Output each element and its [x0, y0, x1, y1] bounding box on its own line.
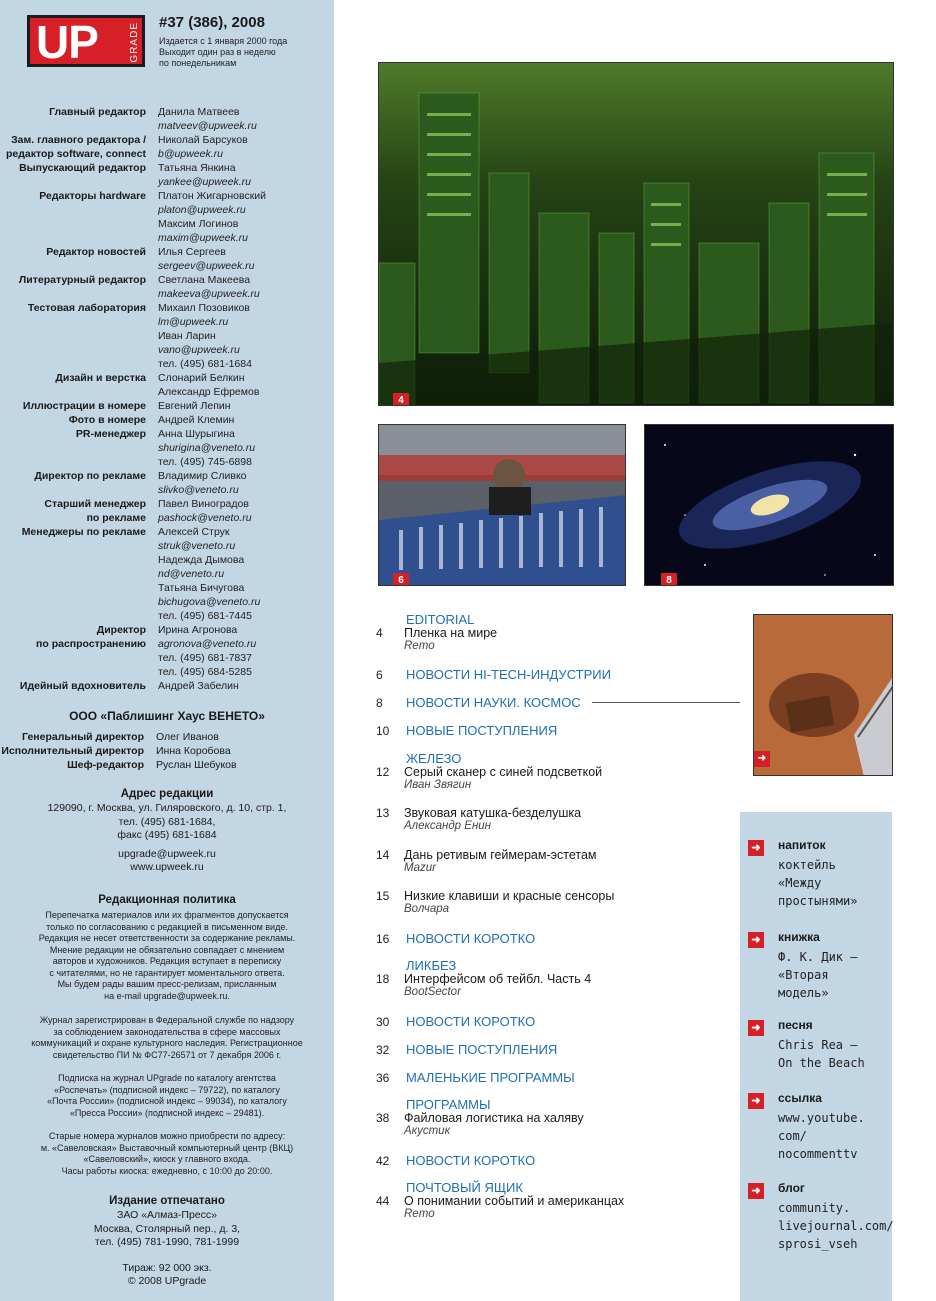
toc-page-number: 44	[376, 1194, 390, 1208]
staff-row	[0, 105, 334, 133]
toc-article-title: Дань ретивым геймерам-эстетам	[404, 848, 597, 862]
staff-name: Алексей Струк	[158, 526, 230, 538]
address-line: 129090, г. Москва, ул. Гиляровского, д. 10, стр. 1,	[47, 802, 287, 814]
mixer-illustration	[379, 425, 626, 586]
staff-email[interactable]: nd@veneto.ru	[158, 568, 225, 580]
toc-page-number: 10	[376, 724, 390, 738]
staff-name: Евгений Лепин	[158, 400, 231, 412]
policy-line: Мнение редакции не обязательно совпадает с мнением	[49, 944, 285, 955]
recommendation-category: напиток	[778, 838, 826, 852]
policy-line: с читателями, но не гарантирует моментального ответа.	[49, 967, 285, 978]
recommendation-category: книжка	[778, 930, 820, 944]
company-name: ООО «Паблишинг Хаус ВЕНЕТО»	[69, 709, 265, 723]
page-badge: 4	[393, 393, 409, 406]
staff-name: тел. (495) 745-6898	[158, 456, 252, 468]
staff-email[interactable]: vano@upweek.ru	[158, 344, 240, 356]
toc-page-number: 38	[376, 1111, 390, 1125]
mixer-console-photo[interactable]	[378, 424, 626, 586]
staff-name: Ирина Агронова	[158, 624, 238, 636]
back-issues-line: Часы работы киоска: ежедневно, с 10:00 до 20:00.	[61, 1165, 273, 1176]
right-arrow-icon: ➜	[748, 932, 764, 948]
recommendation-line: «Между	[778, 876, 822, 890]
recommendation-value	[778, 948, 890, 1002]
page-badge: 6	[393, 573, 409, 586]
address-line: тел. (495) 681-1684,	[118, 815, 216, 828]
policy-block	[0, 892, 334, 1002]
staff-name: Андрей Клемин	[158, 414, 235, 426]
staff-row	[0, 469, 334, 497]
issue-note: Издается с 1 января 2000 года Выходит один раз в неделю по понедельникам	[159, 36, 288, 68]
toc-article-title: Серый сканер с синей подсветкой	[404, 765, 603, 779]
staff-role: Литературный редактор	[18, 274, 146, 286]
galaxy-illustration	[645, 425, 894, 586]
toc-page-number: 42	[376, 1154, 390, 1168]
staff-name: Данила Матвеев	[158, 106, 240, 118]
staff-role: Директор	[96, 624, 146, 636]
staff-name: Николай Барсуков	[158, 134, 248, 146]
registration-line: Журнал зарегистрирован в Федеральной службе по надзору	[39, 1015, 295, 1025]
staff-email[interactable]: slivko@veneto.ru	[158, 484, 239, 496]
company-role: Шеф-редактор	[67, 759, 144, 771]
toc-page-number: 18	[376, 972, 390, 986]
staff-email[interactable]: struk@veneto.ru	[158, 540, 236, 552]
staff-values	[158, 525, 334, 623]
recommendation-line: nocommenttv	[778, 1147, 858, 1161]
address-title: Адрес редакции	[120, 788, 214, 800]
staff-email[interactable]: sergeev@upweek.ru	[158, 260, 255, 272]
recommendation-line: www.youtube.	[778, 1111, 865, 1125]
company-person: Инна Коробова	[156, 745, 231, 757]
toc-section-heading: НОВЫЕ ПОСТУПЛЕНИЯ	[406, 723, 558, 738]
toc-section-heading: ЛИКБЕЗ	[406, 958, 457, 973]
back-issues-block	[0, 1131, 334, 1177]
recommendation-value	[778, 1199, 894, 1253]
staff-role: Фото в номере	[68, 414, 146, 426]
policy-line: Мы будем рады вашим пресс-релизам, присланным	[57, 979, 277, 989]
staff-row	[0, 371, 334, 399]
galaxy-photo[interactable]	[644, 424, 894, 586]
staff-email[interactable]: bichugova@veneto.ru	[158, 596, 261, 608]
toc-author: Mazur	[404, 862, 436, 874]
staff-name: Андрей Забелин	[158, 680, 239, 692]
staff-list	[0, 105, 334, 693]
registration-line: свидетельство ПИ № ФС77-26571 от 7 декабря 2006 г.	[52, 1049, 282, 1060]
copyright: © 2008 UPgrade	[127, 1275, 207, 1287]
staff-name: Татьяна Бичугова	[158, 582, 245, 594]
back-issues-line: Старые номера журналов можно приобрести по адресу:	[48, 1131, 286, 1141]
staff-name: Владимир Сливко	[158, 470, 247, 482]
staff-role: Дизайн и верстка	[55, 372, 146, 384]
staff-values	[158, 637, 334, 679]
registration-line: за соблюдением законодательства в сфере массовых	[53, 1026, 281, 1037]
company-row	[0, 730, 334, 744]
leader-line	[592, 702, 740, 703]
recommendation-line: Chris Rea –	[778, 1038, 858, 1052]
staff-role: Директор по рекламе	[34, 470, 146, 482]
staff-role: по рекламе	[86, 512, 146, 524]
company-person: Олег Иванов	[156, 731, 219, 743]
toc-section-heading: НОВОСТИ КОРОТКО	[406, 1153, 536, 1168]
staff-row	[0, 511, 334, 525]
toc-article-title: Файловая логистика на халяву	[404, 1111, 584, 1125]
company-person: Руслан Шебуков	[156, 759, 237, 771]
staff-values	[158, 623, 334, 637]
printing-block	[0, 1193, 334, 1289]
toc-author: Акустик	[404, 1125, 451, 1137]
staff-values	[158, 147, 334, 161]
toc-article-title: Пленка на мире	[404, 626, 498, 640]
subscription-block	[0, 1073, 334, 1119]
website-link[interactable]: www.upweek.ru	[130, 861, 204, 873]
staff-name: Максим Логинов	[158, 218, 239, 230]
issue-number: #37 (386), 2008	[159, 14, 265, 31]
toc-author: Remo	[404, 1208, 435, 1220]
company-row	[0, 744, 334, 758]
toc-section-heading: ЖЕЛЕЗО	[406, 751, 462, 766]
recommendation-line: com/	[778, 1129, 807, 1143]
staff-name: Слонарий Белкин	[158, 372, 245, 384]
staff-role: Старший менеджер	[44, 498, 146, 510]
toc-section-heading: НОВОСТИ КОРОТКО	[406, 931, 536, 946]
staff-role: редактор software, connect	[5, 148, 146, 160]
staff-row	[0, 273, 334, 301]
toc-section-heading: НОВОСТИ HI-TECH-ИНДУСТРИИ	[406, 667, 611, 682]
policy-line: только по согласованию с редакцией в письменном виде.	[46, 921, 288, 932]
subscription-line: «Почта России» (подписной индекс – 99034), по каталогу	[47, 1096, 287, 1106]
staff-role: Редактор новостей	[46, 246, 146, 258]
staff-values	[158, 511, 334, 525]
toc-article-title: Звуковая катушка-безделушка	[404, 806, 582, 820]
staff-values	[158, 413, 334, 427]
recommendation-line: простынями»	[778, 894, 858, 908]
staff-values	[158, 245, 334, 273]
staff-row	[0, 427, 334, 469]
toc-section-heading: НОВЫЕ ПОСТУПЛЕНИЯ	[406, 1042, 558, 1057]
toc-page-number: 36	[376, 1071, 390, 1085]
recommendation-line: On the Beach	[778, 1056, 865, 1070]
toc-section-heading: ПОЧТОВЫЙ ЯЩИК	[406, 1180, 523, 1195]
recommendation-value	[778, 856, 890, 910]
address-line: факс (495) 681-1684	[117, 829, 217, 841]
staff-values	[158, 371, 334, 399]
staff-name: Надежда Дымова	[158, 554, 245, 566]
mars-photo[interactable]	[753, 614, 893, 776]
staff-row	[0, 147, 334, 161]
printing-line: тел. (495) 781-1990, 781-1999	[94, 1236, 240, 1248]
policy-line: Перепечатка материалов или их фрагментов допускается	[45, 910, 289, 920]
staff-name: тел. (495) 681-1684	[158, 358, 252, 370]
recommendation-line: модель»	[778, 986, 829, 1000]
company-row	[0, 758, 334, 772]
policy-line: на e-mail upgrade@upweek.ru.	[104, 990, 230, 1001]
toc-article-title: Низкие клавиши и красные сенсоры	[404, 889, 615, 903]
back-issues-line: «Савеловский», киоск у главного входа.	[83, 1154, 251, 1164]
recommendation-category: ссылка	[778, 1091, 822, 1105]
staff-values	[158, 189, 334, 245]
staff-row	[0, 637, 334, 679]
subscription-line: «Роспечать» (подписной индекс – 79722), по каталогу	[54, 1084, 280, 1095]
staff-name: Иван Ларин	[158, 330, 216, 342]
registration-block	[0, 1015, 334, 1061]
staff-role: Идейный вдохновитель	[19, 680, 146, 692]
toc-author: Волчара	[404, 903, 450, 915]
staff-email[interactable]: maxim@upweek.ru	[158, 232, 249, 244]
staff-name: Павел Виноградов	[158, 498, 249, 510]
staff-values	[158, 427, 334, 469]
upgrade-logo	[27, 15, 145, 67]
staff-role: Редакторы hardware	[39, 190, 146, 202]
staff-row	[0, 497, 334, 511]
right-arrow-icon: ➜	[748, 840, 764, 856]
staff-email[interactable]: lm@upweek.ru	[158, 316, 229, 328]
recommendation-value	[778, 1036, 890, 1072]
registration-line: коммуникаций и охране культурного наследия. Регистрационное	[31, 1038, 303, 1048]
printing-line: Москва, Столярный пер., д. 3,	[93, 1222, 241, 1235]
staff-values	[158, 399, 334, 413]
staff-name: Анна Шурыгина	[158, 428, 235, 440]
toc-page-number: 14	[376, 848, 390, 862]
toc-author: BootSector	[404, 986, 461, 998]
staff-row	[0, 133, 334, 147]
staff-row	[0, 189, 334, 245]
toc-section-heading: МАЛЕНЬКИЕ ПРОГРАММЫ	[406, 1070, 575, 1085]
staff-role: Менеджеры по рекламе	[21, 526, 146, 538]
page-badge: 8	[661, 573, 677, 586]
staff-role: Иллюстрации в номере	[22, 400, 146, 412]
recommendation-line: Ф. К. Дик –	[778, 950, 858, 964]
staff-values	[158, 273, 334, 301]
policy-title: Редакционная политика	[98, 894, 236, 906]
policy-line: Редакция не несет ответственности за содержание рекламы.	[38, 933, 296, 943]
city-night-illustration	[379, 63, 894, 406]
printing-line: ЗАО «Алмаз-Пресс»	[117, 1209, 217, 1221]
staff-name: тел. (495) 681-7445	[158, 610, 252, 622]
staff-role: Выпускающий редактор	[19, 162, 146, 174]
subscription-line: Подписка на журнал UPgrade по каталогу агентства	[58, 1073, 276, 1083]
toc-page-number: 4	[376, 626, 383, 640]
staff-email[interactable]: makeeva@upweek.ru	[158, 288, 260, 300]
city-night-photo[interactable]	[378, 62, 894, 406]
staff-name: Платон Жигарновский	[158, 190, 267, 202]
toc-author: Иван Звягин	[404, 779, 472, 791]
toc-section-heading: ПРОГРАММЫ	[406, 1097, 491, 1112]
company-rows	[0, 730, 334, 772]
staff-role: Тестовая лаборатория	[27, 302, 146, 314]
company-block	[0, 708, 334, 772]
staff-values	[158, 679, 334, 693]
staff-row	[0, 679, 334, 693]
staff-name: Михаил Позовиков	[158, 302, 250, 314]
recommendation-value	[778, 1109, 890, 1163]
staff-row	[0, 525, 334, 623]
toc-page-number: 8	[376, 696, 383, 710]
staff-email[interactable]: pashock@veneto.ru	[158, 512, 252, 524]
staff-row	[0, 245, 334, 273]
subscription-line: «Пресса России» (подписной индекс – 29481).	[69, 1107, 265, 1118]
staff-email[interactable]: yankee@upweek.ru	[158, 176, 251, 188]
toc-page-number: 16	[376, 932, 390, 946]
staff-role: Главный редактор	[49, 106, 146, 118]
staff-row	[0, 301, 334, 371]
toc-page-number: 12	[376, 765, 390, 779]
circulation: Тираж: 92 000 экз.	[122, 1261, 212, 1274]
right-arrow-icon: ➜	[748, 1183, 764, 1199]
toc-section-heading: НОВОСТИ КОРОТКО	[406, 1014, 536, 1029]
right-arrow-icon: ➜	[754, 751, 770, 767]
staff-row	[0, 413, 334, 427]
company-role: Исполнительный директор	[1, 745, 144, 757]
staff-name: тел. (495) 681-7837	[158, 652, 252, 664]
toc-page-number: 15	[376, 889, 390, 903]
staff-values	[158, 497, 334, 511]
toc-section-heading: НОВОСТИ НАУКИ. КОСМОС	[406, 695, 581, 710]
staff-name: Александр Ефремов	[158, 386, 260, 398]
recommendation-line: коктейль	[778, 858, 836, 872]
staff-name: тел. (495) 684-5285	[158, 666, 252, 678]
staff-values	[158, 161, 334, 189]
recommendation-line: «Вторая	[778, 968, 829, 982]
recommendation-line: community.	[778, 1201, 851, 1215]
toc-page-number: 32	[376, 1043, 390, 1057]
staff-values	[158, 133, 334, 147]
toc-page-number: 6	[376, 668, 383, 682]
staff-email[interactable]: matveev@upweek.ru	[158, 120, 257, 132]
staff-email[interactable]: agronova@veneto.ru	[158, 638, 257, 650]
toc-article-title: О понимании событий и американцах	[404, 1194, 625, 1208]
toc-section-heading: EDITORIAL	[406, 612, 475, 627]
staff-values	[158, 469, 334, 497]
recommendation-line: livejournal.com/	[778, 1219, 894, 1233]
staff-row	[0, 399, 334, 413]
back-issues-line: м. «Савеловская» Выставочный компьютерный центр (ВКЦ)	[40, 1142, 294, 1153]
company-role: Генеральный директор	[22, 731, 144, 743]
staff-values	[158, 105, 334, 133]
toc-author: Remo	[404, 640, 435, 652]
right-arrow-icon: ➜	[748, 1020, 764, 1036]
toc-article-title: Интерфейсом об тейбл. Часть 4	[404, 972, 592, 986]
staff-name: Светлана Макеева	[158, 274, 251, 286]
logo-text: UP	[36, 16, 98, 68]
staff-values	[158, 301, 334, 371]
recommendation-line: sprosi_vseh	[778, 1237, 858, 1251]
staff-name: Татьяна Янкина	[158, 162, 236, 174]
staff-role: по распространению	[36, 638, 146, 650]
staff-email[interactable]: shurigina@veneto.ru	[158, 442, 256, 454]
logo-subtext: GRADE	[129, 22, 140, 63]
staff-role: PR-менеджер	[75, 428, 146, 440]
mars-illustration	[754, 615, 893, 776]
staff-email[interactable]: platon@upweek.ru	[158, 204, 246, 216]
address-block	[0, 786, 334, 875]
policy-line: авторов и художников. Редакция вступает в переписку	[52, 956, 282, 966]
right-arrow-icon: ➜	[748, 1093, 764, 1109]
toc-page-number: 30	[376, 1015, 390, 1029]
staff-row	[0, 623, 334, 637]
staff-role: Зам. главного редактора /	[11, 134, 146, 146]
toc-page-number: 13	[376, 806, 390, 820]
staff-row	[0, 161, 334, 189]
recommendation-category: песня	[778, 1018, 813, 1032]
printing-title: Издание отпечатано	[109, 1195, 225, 1207]
toc-author: Александр Енин	[404, 820, 491, 832]
staff-name: Илья Сергеев	[158, 246, 226, 258]
staff-email[interactable]: b@upweek.ru	[158, 148, 223, 160]
email-link[interactable]: upgrade@upweek.ru	[118, 847, 216, 860]
recommendation-category: блог	[778, 1181, 805, 1195]
